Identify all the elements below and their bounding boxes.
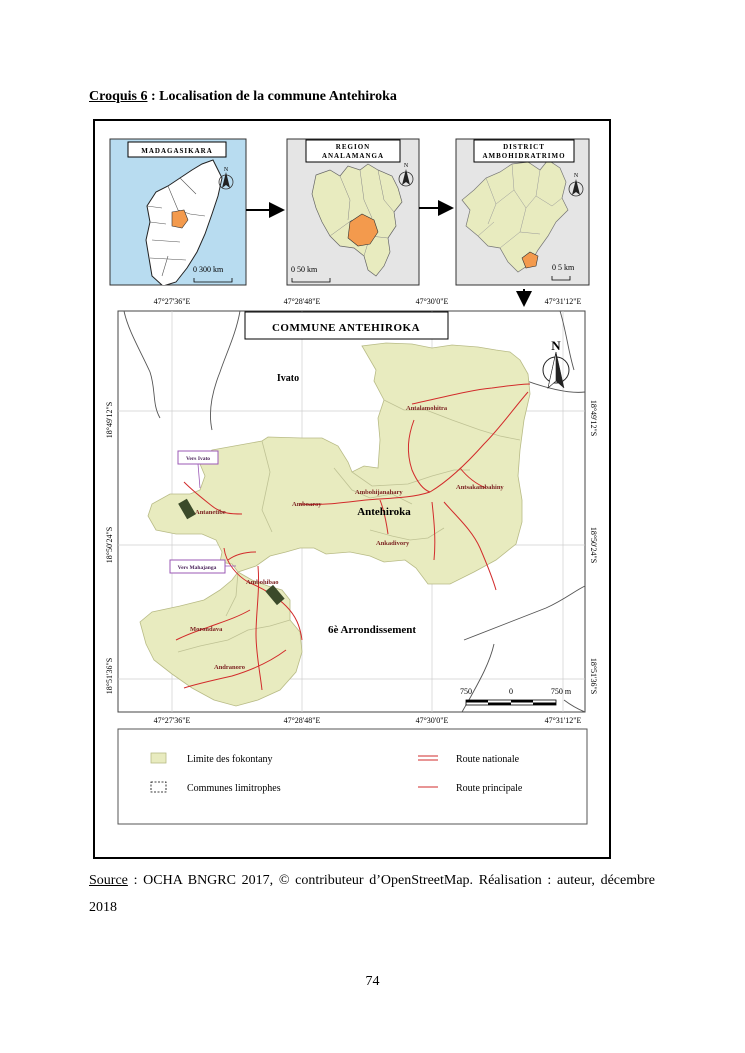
source-note [89,867,655,921]
inset-title-line2: AMBOHIDRATRIMO [482,152,566,160]
longitude-tick-bottom: 47°27'36"E [153,716,191,725]
latitude-tick-left: 18°51'36"S [105,657,114,695]
label-morondava: Morondava [190,626,223,633]
label-antanetibe: Antanetibe [195,509,226,516]
inset-ambohidratrimo [456,139,589,285]
latitude-tick-left: 18°50'24"S [105,526,114,564]
callout-vers-mahajanga-label: Vers Mahajanga [177,565,217,571]
inset-scale-label: 0 300 km [193,265,224,274]
inset-analamanga [287,139,419,285]
north-label: N [403,163,409,169]
north-label: N [223,167,229,173]
scale-label-left: 750 [460,687,472,696]
label-antalamohitra: Antalamohitra [406,405,448,412]
legend-box [118,729,587,824]
inset-scale-label: 0 5 km [552,263,575,272]
page-number: 74 [365,974,380,989]
longitude-tick-top: 47°30'0"E [415,297,449,306]
inset-scale-label: 0 50 km [291,265,318,274]
map-legend [118,729,587,824]
label-ambohijanahary: Ambohijanahary [355,489,403,496]
legend-swatch-fokontany [151,753,166,763]
longitude-tick-top: 47°28'48"E [283,297,321,306]
longitude-tick-bottom: 47°30'0"E [415,716,449,725]
map-title: COMMUNE ANTEHIROKA [271,322,421,334]
legend-label-communes: Communes limitrophes [187,783,281,794]
inset-title-madagasikara: MADAGASIKARA [141,147,213,155]
longitude-tick-bottom: 47°31'12"E [544,716,582,725]
label-ambohibao: Ambohibao [246,579,279,586]
source-label: Source [89,873,128,888]
inset-title-line1: REGION [335,143,371,151]
longitude-tick-bottom: 47°28'48"E [283,716,321,725]
longitude-tick-top: 47°31'12"E [544,297,582,306]
scale-label-mid: 0 [509,687,513,696]
caption-title: : Localisation de la commune Antehiroka [147,89,397,104]
caption-lead: Croquis 6 [89,89,148,104]
longitude-tick-top: 47°27'36"E [153,297,191,306]
latitude-tick-left: 18°49'12"S [105,401,114,439]
north-label: N [573,173,579,179]
scale-label-right: 750 m [550,687,572,696]
label-antsakambahiny: Antsakambahiny [456,484,504,491]
north-label: N [551,338,561,353]
latitude-tick-right: 18°50'24"S [589,526,598,564]
label-amboaroy: Amboaroy [292,501,322,508]
label-ankadivory: Ankadivory [376,540,410,547]
inset-title-line1: DISTRICT [503,143,545,151]
latitude-tick-right: 18°51'36"S [589,657,598,695]
label-6e-arrondissement: 6è Arrondissement [327,624,417,636]
latitude-tick-right: 18°49'12"S [589,399,598,437]
legend-label-route-principale: Route principale [456,783,523,794]
legend-label-fokontany: Limite des fokontany [187,754,273,765]
inset-madagascar [110,139,246,286]
callout-vers-ivato-label: Vers Ivato [185,456,211,462]
main-map [118,311,585,712]
label-ivato: Ivato [276,373,300,384]
inset-title-line2: ANALAMANGA [321,152,385,160]
label-antehiroka: Antehiroka [357,506,411,518]
legend-label-route-nationale: Route nationale [456,754,520,765]
label-andranoro: Andranoro [214,664,245,671]
scale-bar [466,700,556,705]
source-text: : OCHA BNGRC 2017, © contributeur d’OpenStreetMap. Réalisation : auteur, décembre 2018 [89,873,655,915]
